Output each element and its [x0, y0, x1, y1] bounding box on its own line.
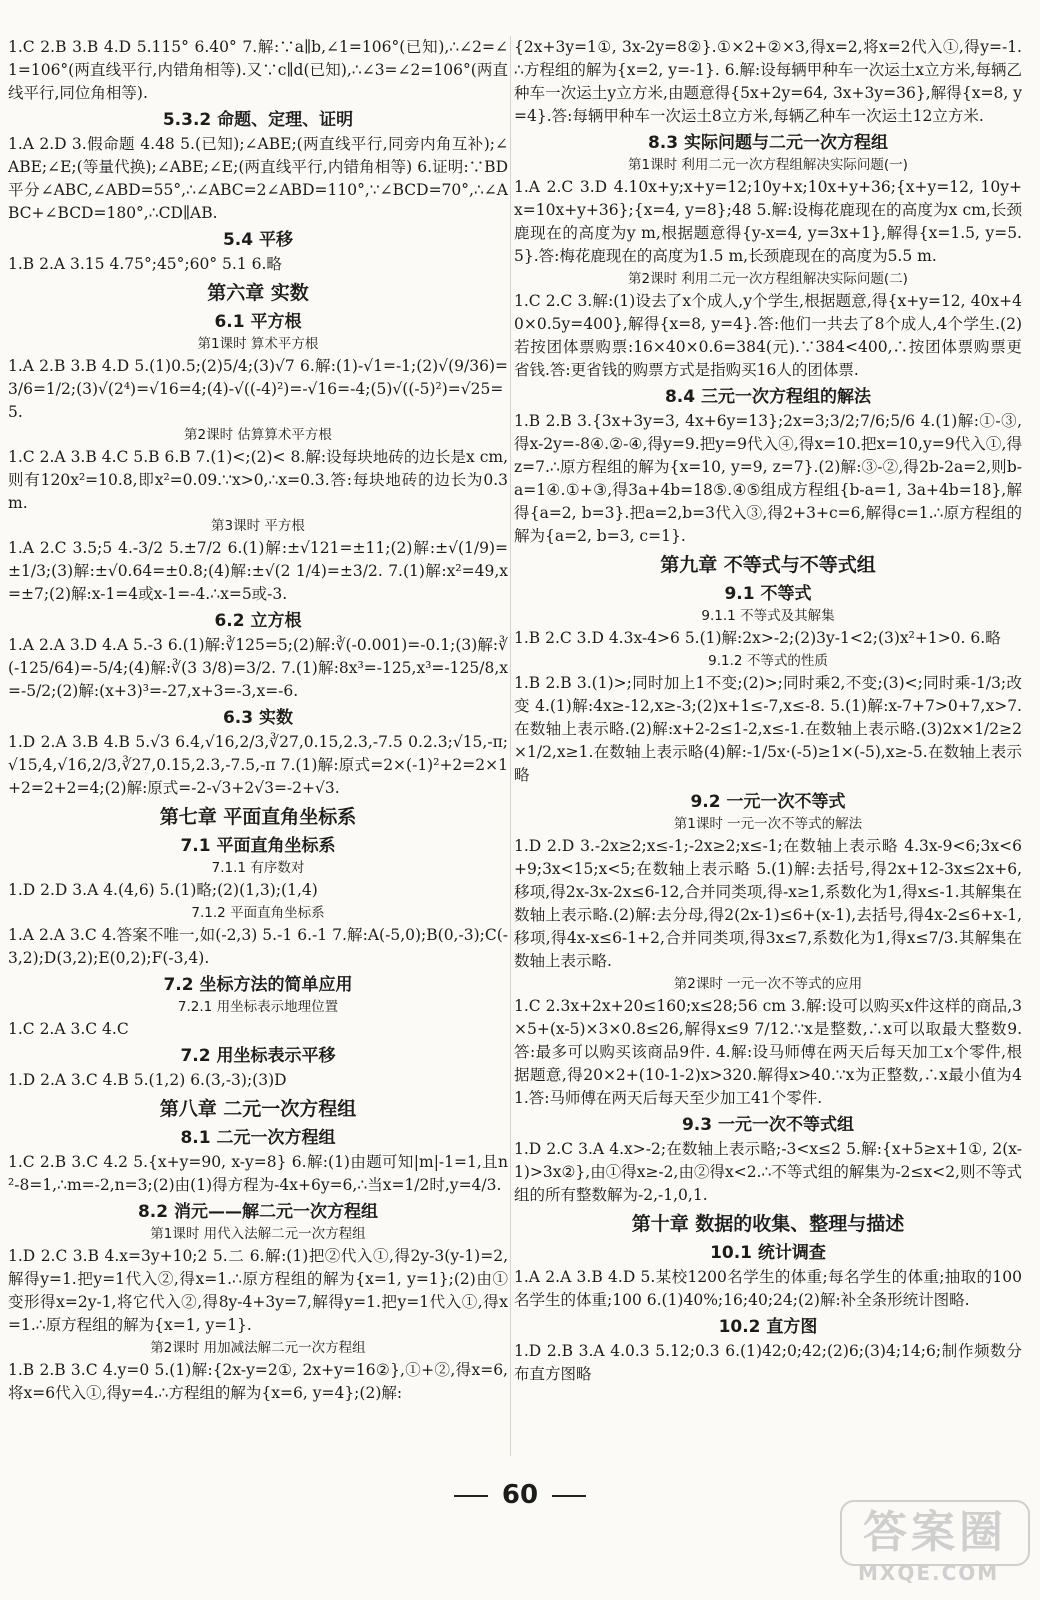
- chapter-heading: 第七章 平面直角坐标系: [159, 806, 357, 828]
- lesson-heading: 7.2.1 用坐标表示地理位置: [177, 999, 339, 1015]
- answer-block: 1.A 2.C 3.5;5 4.-3/2 5.±7/2 6.(1)解:±√121=±11;(2)解:±√(1/9)=±1/3;(3)解:±√0.64=±0.8;(4)解:±√(2 1/4)=±3/2. 7.(1)解:x²=49,x=±7;(2)解:x-1=4或x-1=-4.∴x=5或-3.: [8, 539, 508, 603]
- page-number: 60: [501, 1480, 539, 1510]
- answer-block: 1.A 2.C 3.D 4.10x+y;x+y=12;10y+x;10x+y+36;{x+y=12, 10y+x=10x+y+36};{x=4, y=8};48 5.解:设梅花鹿现在的高度为x cm,长颈鹿现在的高度为y m,根据题意得{y-x=4, y=3x+1},解得{x=1.5, y=5.5}.答:梅花鹿现在的高度为1.5 m,长颈鹿现在的高度为5.5 m.: [514, 178, 1022, 265]
- answer-block: 1.C 2.3x+2x+20≤160;x≤28;56 cm 3.解:设可以购买x件这样的商品,3×5+(x-5)×3×0.8≤26,解得x≤9 7/12.∵x是整数,∴x可以取最大整数9.答:最多可以购买该商品9件. 4.解:设马师傅在两天后每天加工x个零件,根据题意,得20×2+(10-1-2)x>320.解得x>40.∵x为正整数,∴x最小值为41.答:马师傅在两天后每天至少加工41个零件.: [514, 997, 1022, 1107]
- answer-block: 1.B 2.B 3.{3x+3y=3, 4x+6y=13};2x=3;3/2;7/6;5/6 4.(1)解:①-③,得x-2y=-8④.②-④,得y=9.把y=9代入④,得x=10.把x=10,y=9代入①,得z=7.∴原方程组的解为{x=10, y=9, z=7}.(2)解:③-②,得2b-2a=2,则b-a=1④.①+③,得3a+4b=18⑤.④⑤组成方程组{b-a=1, 3a+4b=18},解得{a=2, b=3}.把a=2,b=3代入③,得2+3+c=6,解得c=1.∴原方程组的解为{a=2, b=3, c=1}.: [514, 412, 1022, 545]
- lesson-heading: 第2课时 一元一次不等式的应用: [673, 976, 863, 992]
- section-heading: 6.2 立方根: [214, 611, 302, 631]
- section-heading: 8.3 实际问题与二元一次方程组: [647, 133, 889, 153]
- answer-block: 1.D 2.A 3.C 4.B 5.(1,2) 6.(3,-3);(3)D: [8, 1071, 287, 1089]
- lesson-heading: 第3课时 平方根: [211, 518, 305, 534]
- lesson-heading: 第2课时 估算算术平方根: [184, 427, 332, 443]
- answer-block: 1.D 2.D 3.-2x≥2;x≤-1;-2x≥2;x≤-1;在数轴上表示略 4.3x-9<6;3x<6+9;3x<15;x<5;在数轴上表示略 5.(1)解:去括号,得2x+12-3x≤2x+6,移项,得2x-3x-2x≤6-12,合并同类项,得-x≥1,系数化为1,得x≤-1.其解集在数轴上表示略.(2)解:去分母,得2(2x-1)≤6+(x-1),去括号,得4x-2≤6+x-1,移项,得4x-x≤6-1+2,合并同类项,得3x≤7,系数化为1,得x≤7/3.其解集在数轴上表示略.: [514, 837, 1022, 970]
- answer-block: {2x+3y=1①, 3x-2y=8②}.①×2+②×3,得x=2,将x=2代入①,得y=-1.∴方程组的解为{x=2, y=-1}. 6.解:设每辆甲种车一次运土x立方米,每辆乙种车一次运土y立方米,由题意得{5x+2y=64, 3x+3y=36},解得{x=8, y=4}.答:每辆甲种车一次运土8立方米,每辆乙种车一次运土12立方米.: [514, 38, 1022, 125]
- watermark-text: 答案圈: [840, 1500, 1030, 1566]
- chapter-heading: 第十章 数据的收集、整理与描述: [631, 1213, 905, 1235]
- section-heading: 10.1 统计调查: [710, 1243, 826, 1263]
- chapter-heading: 第六章 实数: [207, 282, 309, 304]
- answer-block: 1.B 2.B 3.C 4.y=0 5.(1)解:{2x-y=2①, 2x+y=16②},①+②,得x=6,将x=6代入①,得y=4.∴方程组的解为{x=6, y=4};(2)解:: [8, 1361, 508, 1402]
- section-heading: 5.4 平移: [222, 230, 294, 250]
- footer-dash-right: [552, 1495, 586, 1497]
- answer-block: 1.A 2.A 3.D 4.A 5.-3 6.(1)解:∛125=5;(2)解:∛(-0.001)=-0.1;(3)解:∛(-125/64)=-5/4;(4)解:∛(3 3/8)=3/2. 7.(1)解:8x³=-125,x³=-125/8,x=-5/2;(2)解:(x+3)³=-27,x+3=-3,x=-6.: [8, 636, 508, 700]
- answer-block: 1.D 2.A 3.B 4.B 5.√3 6.4,√16,2/3,∛27,0.15,2.3,-7.5 0.2.3;√15,-π;√15,4,√16,2/3,∛27,0.15,2.3,-7.5,-π 7.(1)解:原式=2×(-1)²+2=2×1+2=2+2=4;(2)解:原式=-2-√3+2√3=-2+√3.: [8, 733, 508, 797]
- answer-block: 1.D 2.D 3.A 4.(4,6) 5.(1)略;(2)(1,3);(1,4): [8, 881, 318, 899]
- section-heading: 9.1 不等式: [724, 584, 812, 604]
- lesson-heading: 7.1.1 有序数对: [211, 860, 305, 876]
- answer-block: 1.A 2.D 3.假命题 4.48 5.(已知);∠ABE;(两直线平行,同旁内角互补);∠ABE;∠E;(等量代换);∠ABE;∠E;(两直线平行,内错角相等) 6.证明:∵BD平分∠ABC,∠ABD=55°,∴∠ABC=2∠ABD=110°,∵∠BCD=70°,∴∠ABC+∠BCD=180°,∴CD∥AB.: [8, 135, 508, 222]
- lesson-heading: 第1课时 一元一次不等式的解法: [673, 816, 863, 832]
- section-heading: 8.1 二元一次方程组: [180, 1128, 336, 1148]
- footer-dash-left: [454, 1495, 488, 1497]
- answer-block: 1.A 2.A 3.B 4.D 5.某校1200名学生的体重;每名学生的体重;抽取的100名学生的体重;100 6.(1)40%;16;40;24;(2)解:补全条形统计图略.: [514, 1268, 1022, 1309]
- section-heading: 6.1 平方根: [214, 312, 302, 332]
- lesson-heading: 7.1.2 平面直角坐标系: [191, 905, 325, 921]
- answer-block: 1.B 2.C 3.D 4.3x-4>6 5.(1)解:2x>-2;(2)3y-1<2;(3)x²+1>0. 6.略: [514, 629, 1001, 647]
- section-heading: 9.3 一元一次不等式组: [681, 1115, 855, 1135]
- answer-block: 1.D 2.C 3.A 4.x>-2;在数轴上表示略;-3<x≤2 5.解:{x+5≥x+1①, 2(x-1)>3x②},由①得x≥-2,由②得x<2.∴不等式组的解集为-2≤x<2,则不等式组的所有整数解为-2,-1,0,1.: [514, 1140, 1022, 1204]
- right-column: [514, 36, 1022, 1388]
- answer-block: 1.B 2.B 3.(1)>;同时加上1不变;(2)>;同时乘2,不变;(3)<;同时乘-1/3;改变 4.(1)解:4x≥-12,x≥-3;(2)x+1≤-7,x≤-8. 5.(1)解:x-7+7>0+7,x>7.在数轴上表示略.(2)解:x+2-2≤1-2,x≤-1.在数轴上表示略.(3)2x×1/2≥2×1/2,x≥1.在数轴上表示略(4)解:-1/5x·(-5)≥1×(-5),x≥-5.在数轴上表示略: [514, 674, 1022, 784]
- answer-block: 1.D 2.B 3.A 4.0.3 5.12;0.3 6.(1)42;0;42;(2)6;(3)4;14;6;制作频数分布直方图略: [514, 1342, 1022, 1383]
- lesson-heading: 第2课时 利用二元一次方程组解决实际问题(二): [628, 271, 908, 287]
- watermark-url: MXQE.COM: [858, 1561, 1000, 1585]
- answer-block: 1.C 2.B 3.B 4.D 5.115° 6.40° 7.解:∵a∥b,∠1=106°(已知),∴∠2=∠1=106°(两直线平行,内错角相等).又∵c∥d(已知),∴∠3=∠2=106°(两直线平行,同位角相等).: [8, 38, 508, 102]
- lesson-heading: 第1课时 用代入法解二元一次方程组: [150, 1226, 366, 1242]
- answer-block: 1.C 2.C 3.解:(1)设去了x个成人,y个学生,根据题意,得{x+y=12, 40x+40×0.5y=400},解得{x=8, y=4}.答:他们一共去了8个成人,4个学生.(2)若按团体票购票:16×40×0.6=384(元).∵384<400,∴按团体票购票更省钱.答:更省钱的购票方式是指购买16人的团体票.: [514, 292, 1022, 379]
- answer-block: 1.C 2.B 3.C 4.2 5.{x+y=90, x-y=8} 6.解:(1)由题可知|m|-1=1,且n²-8=1,∴m=-2,n=3;(2)由(1)得方程为-4x+6y=6,∴当x=1/2时,y=4/3.: [8, 1153, 508, 1194]
- section-heading: 9.2 一元一次不等式: [690, 792, 846, 812]
- answer-block: 1.C 2.A 3.C 4.C: [8, 1020, 129, 1038]
- watermark-logo: [840, 1500, 1028, 1588]
- section-heading: 8.2 消元——解二元一次方程组: [137, 1202, 379, 1222]
- answer-block: 1.D 2.C 3.B 4.x=3y+10;2 5.二 6.解:(1)把②代入①,得2y-3(y-1)=2,解得y=1.把y=1代入②,得x=1.∴原方程组的解为{x=1, y=1};(2)由①变形得x=2y-1,将它代入②,得8y-4+3y=7,解得y=1.把y=1代入①,得x=1.∴原方程组的解为{x=1, y=1}.: [8, 1247, 508, 1334]
- lesson-heading: 第1课时 算术平方根: [197, 336, 319, 352]
- chapter-heading: 第九章 不等式与不等式组: [660, 554, 876, 576]
- answer-block: 1.B 2.A 3.15 4.75°;45°;60° 5.1 6.略: [8, 255, 282, 273]
- lesson-heading: 第2课时 用加减法解二元一次方程组: [150, 1340, 366, 1356]
- answer-block: 1.A 2.B 3.B 4.D 5.(1)0.5;(2)5/4;(3)√7 6.解:(1)-√1=-1;(2)√(9/36)=3/6=1/2;(3)√(2⁴)=√16=4;(4)-√((-4)²)=-√16=-4;(5)√((-5)²)=√25=5.: [8, 357, 508, 421]
- chapter-heading: 第八章 二元一次方程组: [159, 1098, 357, 1120]
- section-heading: 7.1 平面直角坐标系: [180, 836, 336, 856]
- answer-block: 1.C 2.A 3.B 4.C 5.B 6.B 7.(1)<;(2)< 8.解:设每块地砖的边长是x cm,则有120x²=10.8,即x²=0.09.∵x>0,∴x=0.3.答:每块地砖的边长为0.3 m.: [8, 448, 508, 512]
- lesson-heading: 第1课时 利用二元一次方程组解决实际问题(一): [628, 157, 908, 173]
- section-heading: 5.3.2 命题、定理、证明: [162, 110, 354, 130]
- lesson-heading: 9.1.2 不等式的性质: [708, 653, 828, 669]
- section-heading: 8.4 三元一次方程组的解法: [664, 387, 872, 407]
- section-heading: 7.2 坐标方法的简单应用: [163, 975, 353, 995]
- answer-block: 1.A 2.A 3.C 4.答案不唯一,如(-2,3) 5.-1 6.-1 7.解:A(-5,0);B(0,-3);C(-3,2);D(3,2);E(0,2);F(-3,4).: [8, 926, 508, 967]
- column-divider: [510, 36, 511, 1456]
- left-column: [8, 36, 508, 1407]
- section-heading: 10.2 直方图: [718, 1317, 818, 1337]
- section-heading: 7.2 用坐标表示平移: [180, 1046, 336, 1066]
- lesson-heading: 9.1.1 不等式及其解集: [701, 608, 835, 624]
- section-heading: 6.3 实数: [222, 708, 294, 728]
